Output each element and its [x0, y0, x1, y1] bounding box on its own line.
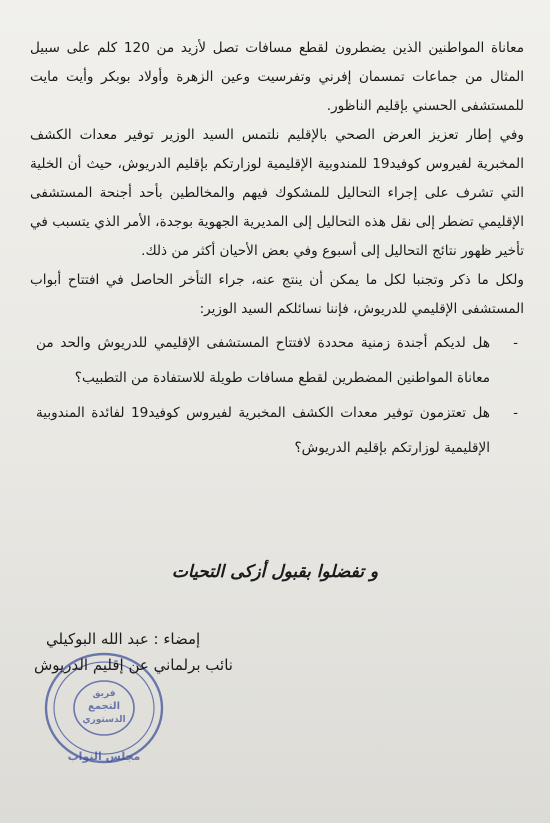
stamp-inner-line3: الدستوري [82, 715, 126, 725]
bullet-dash: - [513, 405, 518, 421]
question-text: هل لديكم أجندة زمنية محددة لافتتاح المستشفى الإقليمي للدريوش والحد من معاناة المواطنين المضطرين لقطع مسافات طويلة للاستفادة من التطبيب؟ [36, 335, 490, 386]
bullet-dash: - [513, 335, 518, 351]
list-item [30, 396, 524, 466]
stamp-inner-line2: التجمع [87, 701, 121, 712]
paragraph-request: وفي إطار تعزيز العرض الصحي بالإقليم نلتمس السيد الوزير توفير معدات الكشف المخبرية لفيروس كوفيد19 للمندوبية الإقليمية لوزارتكم بإقليم الدريوش، حيث أن الخلية التي تشرف على إجراء التحاليل للمشكوك فيهم والمخالطين بأحد أجنحة المستشفى الإقليمي تضطر إلى نقل هذه التحاليل إلى المديرية الجهوية بوجدة، الأمر الذي يتسبب في تأخير ظهور نتائج التحاليل إلى أسبوع وفي بعض الأحيان أكثر من ذلك. [30, 127, 524, 259]
stamp-outer-text: مجلس النواب [67, 750, 141, 763]
question-list [30, 326, 524, 466]
closing-salutation: و تفضلوا بقبول أزكى التحيات [171, 562, 379, 582]
question-text: هل تعتزمون توفير معدات الكشف المخبرية لفيروس كوفيد19 لفائدة المندوبية الإقليمية لوزارتكم بإقليم الدريوش؟ [36, 405, 490, 456]
signature-title: نائب برلماني عن إقليم الدريوش [34, 656, 233, 674]
letter-body [30, 34, 524, 466]
paragraph-question-intro: ولكل ما ذكر وتجنبا لكل ما يمكن أن ينتج عنه، جراء التأخر الحاصل في افتتاح أبواب المستشفى الإقليمي للدريوش، فإننا نسائلكم السيد الوزير: [30, 272, 524, 317]
list-item [30, 326, 524, 396]
paragraph-distance: معاناة المواطنين الذين يضطرون لقطع مسافات تصل لأزيد من 120 كلم على سبيل المثال من جماعات تمسمان إفرني وتفرسيت وعين الزهرة وأولاد بوبكر وأيت مايت للمستشفى الحسني بإقليم الناظور. [30, 40, 524, 114]
signature-name: إمضاء : عبد الله البوكيلي [46, 630, 201, 648]
stamp-inner-line1: فريق [92, 689, 116, 699]
